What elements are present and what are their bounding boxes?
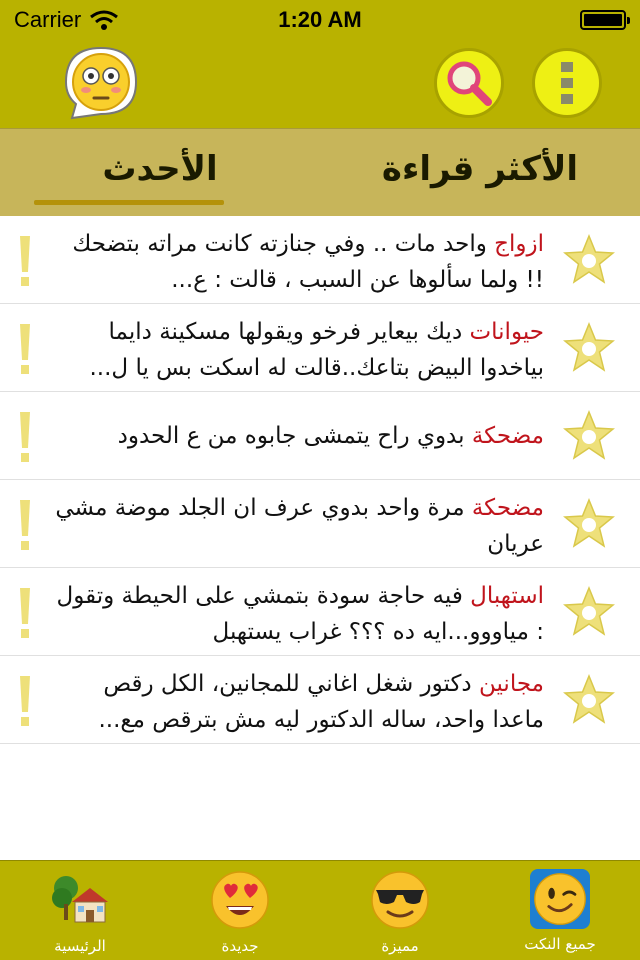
- joke-body: واحد مات .. وفي جنازته كانت مراته بتضحك !! ولما سألوها عن السبب ، قالت : ع...: [72, 231, 544, 293]
- list-item[interactable]: [0, 216, 640, 304]
- exclamation-icon[interactable]: [18, 500, 32, 552]
- wifi-icon: [89, 9, 119, 31]
- bottom-tab-bar: [0, 860, 640, 960]
- tab-label: مميزة: [381, 937, 419, 955]
- joke-body: بدوي راح يتمشى جابوه من ع الحدود: [117, 423, 465, 449]
- joke-text: [52, 666, 544, 738]
- winking-emoji-icon: [530, 869, 590, 929]
- nav-bar: [0, 40, 640, 128]
- tab-home[interactable]: [0, 861, 160, 960]
- tab-label: جديدة: [221, 937, 259, 955]
- joke-body: مرة واحد بدوي عرف ان الجلد موضة مشي عريان: [55, 495, 544, 557]
- joke-body: فيه حاجة سودة بتمشي على الحيطة وتقول : مياووو...ايه ده ؟؟؟ غراب يستهبل: [56, 583, 544, 645]
- tab-all-jokes[interactable]: [480, 861, 640, 960]
- exclamation-icon[interactable]: [18, 412, 32, 464]
- status-bar: [0, 0, 640, 40]
- vertical-dots-icon: [557, 58, 577, 108]
- favorite-star-icon[interactable]: [561, 496, 617, 552]
- tab-selected-indicator: [34, 200, 224, 205]
- list-item[interactable]: [0, 480, 640, 568]
- list-item[interactable]: [0, 568, 640, 656]
- joke-category: ازواج: [494, 231, 544, 257]
- tab-label: جميع النكت: [524, 935, 596, 953]
- jokes-list[interactable]: [0, 216, 640, 756]
- tab-most-read[interactable]: الأكثر قراءة: [381, 149, 579, 189]
- list-item[interactable]: [0, 304, 640, 392]
- favorite-star-icon[interactable]: [561, 320, 617, 376]
- tab-latest[interactable]: الأحدث: [102, 149, 218, 189]
- magnifier-icon: [442, 56, 496, 110]
- joke-text: [52, 490, 544, 562]
- battery-icon: [580, 10, 626, 30]
- joke-category: مضحكة: [471, 495, 544, 521]
- exclamation-icon[interactable]: [18, 236, 32, 288]
- list-item[interactable]: [0, 392, 640, 480]
- joke-body: دكتور شغل اغاني للمجانين، الكل رقص ماعدا واحد، ساله الدكتور ليه مش بترقص مع...: [98, 671, 544, 733]
- status-left: [14, 7, 119, 33]
- joke-category: مجانين: [478, 671, 544, 697]
- menu-button[interactable]: [532, 48, 602, 118]
- exclamation-icon[interactable]: [18, 588, 32, 640]
- sunglasses-emoji-icon: [369, 869, 431, 931]
- joke-text: [52, 314, 544, 386]
- joke-category: مضحكة: [471, 423, 544, 449]
- favorite-star-icon[interactable]: [561, 232, 617, 288]
- exclamation-icon[interactable]: [18, 324, 32, 376]
- app-logo-icon[interactable]: [58, 42, 144, 122]
- joke-text: [52, 578, 544, 650]
- joke-category: حيوانات: [469, 319, 544, 345]
- search-button[interactable]: [434, 48, 504, 118]
- favorite-star-icon[interactable]: [561, 672, 617, 728]
- heart-eyes-emoji-icon: [209, 869, 271, 931]
- favorite-star-icon[interactable]: [561, 408, 617, 464]
- carrier-label: Carrier: [14, 7, 82, 32]
- joke-category: استهبال: [470, 583, 544, 609]
- tab-label: الرئيسية: [54, 937, 106, 955]
- status-time: 1:20 AM: [278, 7, 362, 32]
- house-icon: [49, 869, 111, 931]
- favorite-star-icon[interactable]: [561, 584, 617, 640]
- list-item[interactable]: [0, 656, 640, 744]
- tab-new[interactable]: [160, 861, 320, 960]
- joke-text: [52, 226, 544, 298]
- tab-featured[interactable]: [320, 861, 480, 960]
- exclamation-icon[interactable]: [18, 676, 32, 728]
- joke-body: ديك بيعاير فرخو ويقولها مسكينة دايما بياخدوا البيض بتاعك..قالت له اسكت بس يا ل...: [89, 319, 544, 381]
